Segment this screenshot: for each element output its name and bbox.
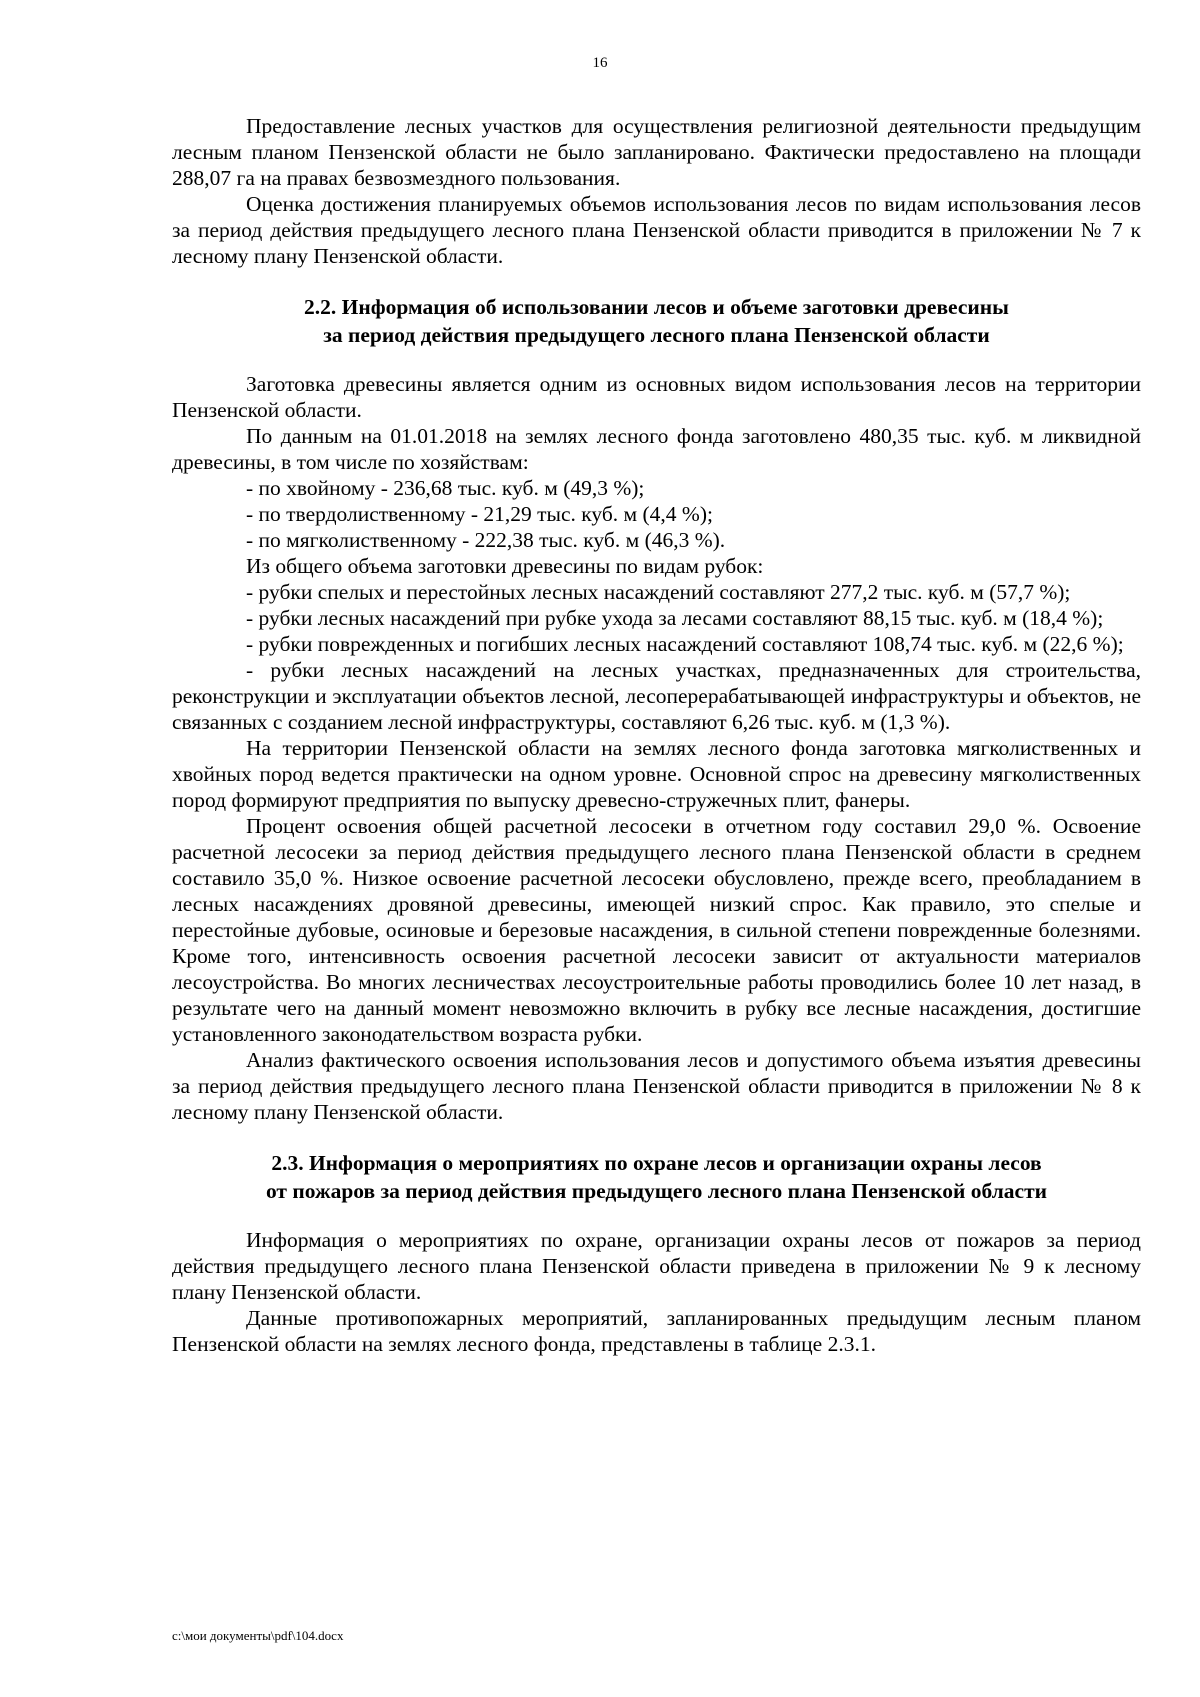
list-item: - по твердолиственному - 21,29 тыс. куб. м (4,4 %); (246, 502, 713, 526)
heading-line: 2.2. Информация об использовании лесов и объеме заготовки древесины (304, 295, 1009, 319)
heading-line: от пожаров за период действия предыдущего лесного плана Пензенской области (265, 1179, 1048, 1203)
paragraph: Оценка достижения планируемых объемов использования лесов по видам использования лесов за период действия предыдущего лесного плана Пензенской области приводится в приложении № 7 к лесному плану Пензенской области. (172, 192, 1141, 268)
section-heading-2-3 (172, 1149, 1141, 1205)
page-content (172, 113, 1141, 1357)
heading-line: за период действия предыдущего лесного плана Пензенской области (323, 323, 990, 347)
paragraph: Данные противопожарных мероприятий, запланированных предыдущим лесным планом Пензенской области на землях лесного фонда, представлены в таблице 2.3.1. (172, 1306, 1141, 1356)
list-item: - рубки спелых и перестойных лесных насаждений составляют 277,2 тыс. куб. м (57,7 %); (246, 580, 1071, 604)
paragraph: Предоставление лесных участков для осуществления религиозной деятельности предыдущим лесным планом Пензенской области не было запланировано. Фактически предоставлено на площади 288,07 га на правах безвозмездного пользования. (172, 114, 1141, 190)
list-item: - рубки лесных насаждений на лесных участках, предназначенных для строительства, реконструкции и эксплуатации объектов лесной, лесоперерабатывающей инфраструктуры и объектов, не связанных с созданием лесной инфраструктуры, составляют 6,26 тыс. куб. м (1,3 %). (172, 658, 1141, 734)
footer-file-path: c:\мои документы\pdf\104.docx (172, 1628, 344, 1643)
paragraph: Информация о мероприятиях по охране, организации охраны лесов от пожаров за период действия предыдущего лесного плана Пензенской области приведена в приложении № 9 к лесному плану Пензенской области. (172, 1228, 1141, 1304)
list-item: - по мягколиственному - 222,38 тыс. куб. м (46,3 %). (246, 528, 726, 552)
section-heading-2-2 (172, 293, 1141, 349)
page-number: 16 (592, 55, 608, 71)
heading-line: 2.3. Информация о мероприятиях по охране лесов и организации охраны лесов (271, 1151, 1042, 1175)
paragraph: По данным на 01.01.2018 на землях лесного фонда заготовлено 480,35 тыс. куб. м ликвидной древесины, в том числе по хозяйствам: (172, 424, 1141, 474)
paragraph: На территории Пензенской области на землях лесного фонда заготовка мягколиственных и хвойных пород ведется практически на одном уровне. Основной спрос на древесину мягколиственных пород формируют предприятия по выпуску древесно-стружечных плит, фанеры. (172, 736, 1141, 812)
list-item: - по хвойному - 236,68 тыс. куб. м (49,3 %); (246, 476, 645, 500)
paragraph: Заготовка древесины является одним из основных видом использования лесов на территории Пензенской области. (172, 372, 1141, 422)
list-item: - рубки поврежденных и погибших лесных насаждений составляют 108,74 тыс. куб. м (22,6 %); (246, 632, 1124, 656)
paragraph: Процент освоения общей расчетной лесосеки в отчетном году составил 29,0 %. Освоение расчетной лесосеки за период действия предыдущего лесного плана Пензенской области в среднем составило 35,0 %. Низкое освоение расчетной лесосеки обусловлено, прежде всего, преобладанием в лесных насаждениях дровяной древесины, имеющей низкий спрос. Как правило, это спелые и перестойные дубовые, осиновые и березовые насаждения, в сильной степени поврежденные болезнями. Кроме того, интенсивность освоения расчетной лесосеки зависит от актуальности материалов лесоустройства. Во многих лесничествах лесоустроительные работы проводились более 10 лет назад, в результате чего на данный момент невозможно включить в рубку все лесные насаждения, достигшие установленного законодательством возраста рубки. (172, 814, 1141, 1046)
paragraph: Из общего объема заготовки древесины по видам рубок: (246, 554, 764, 578)
list-item: - рубки лесных насаждений при рубке ухода за лесами составляют 88,15 тыс. куб. м (18,4 %); (246, 606, 1104, 630)
paragraph: Анализ фактического освоения использования лесов и допустимого объема изъятия древесины за период действия предыдущего лесного плана Пензенской области приводится в приложении № 8 к лесному плану Пензенской области. (172, 1048, 1141, 1124)
